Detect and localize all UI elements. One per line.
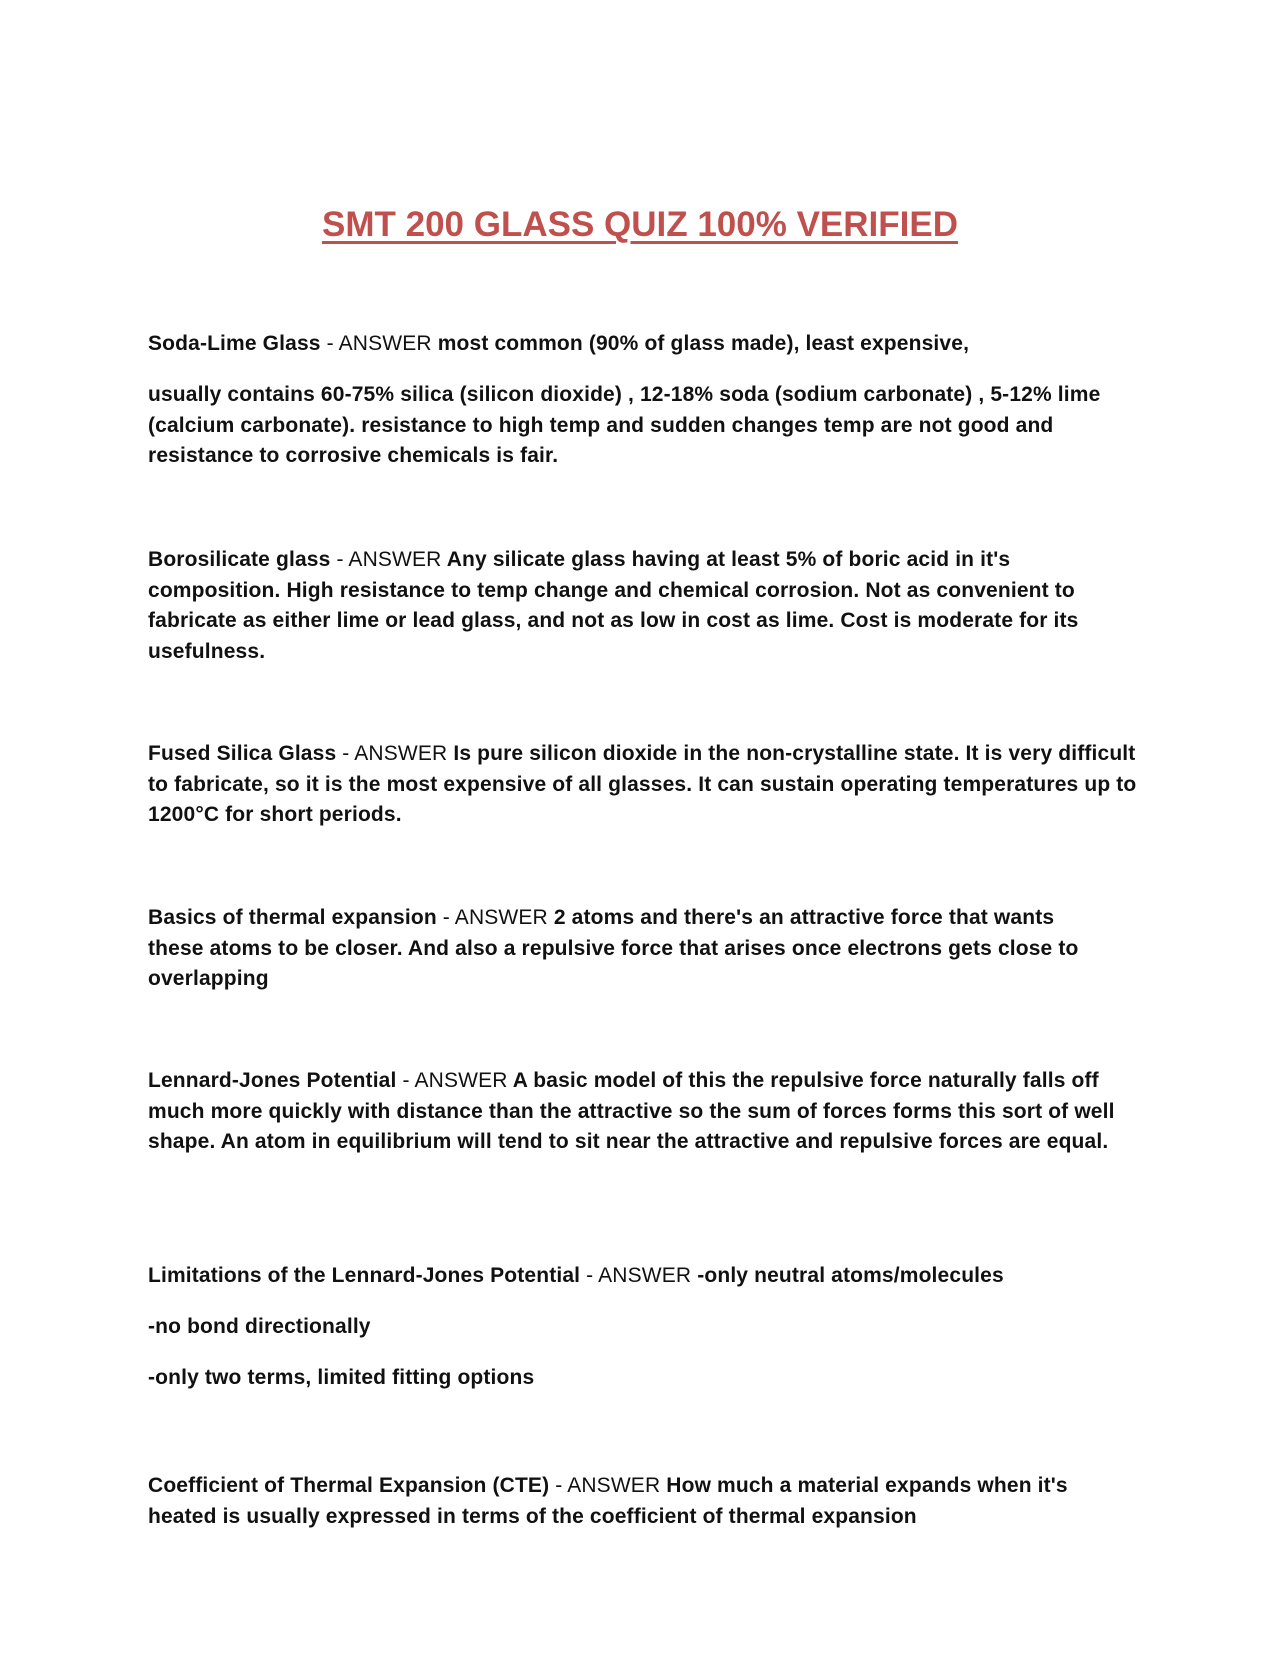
- entry-term: Coefficient of Thermal Expansion (CTE): [148, 1474, 550, 1497]
- entry-soda-lime-glass-continuation: usually contains 60-75% silica (silicon dioxide) , 12-18% soda (sodium carbonate) , 5-12% lime (calcium carbonate). resistance to high temp and sudden changes temp are not good and resistance to corrosive chemicals is fair.: [148, 383, 1101, 467]
- entry-borosilicate-glass: Borosilicate glass - ANSWER Any silicate glass having at least 5% of boric acid in it's composition. High resistance to temp change and chemical corrosion. Not as convenient to fabricate as either lime or lead glass, and not as low in cost as lime. Cost is moderate for its usefulness.: [148, 548, 1079, 663]
- answer-label: ANSWER: [414, 1069, 508, 1092]
- entry-limitations-lennard-jones: Limitations of the Lennard-Jones Potential - ANSWER -only neutral atoms/molecules: [148, 1264, 1004, 1287]
- entry-answer: most common (90% of glass made), least expensive,: [437, 332, 970, 355]
- entry-term: Fused Silica Glass: [148, 742, 337, 765]
- entry-basics-of-thermal-expansion: Basics of thermal expansion - ANSWER 2 atoms and there's an attractive force that wants these atoms to be closer. And also a repulsive force that arises once electrons gets close to overlapping: [148, 906, 1079, 990]
- answer-label: ANSWER: [354, 742, 448, 765]
- entry-lennard-jones-potential: Lennard-Jones Potential - ANSWER A basic model of this the repulsive force naturally falls off much more quickly with distance than the attractive so the sum of forces forms this sort of well shape. An atom in equilibrium will tend to sit near the attractive and repulsive forces are equal.: [148, 1069, 1115, 1153]
- entry-soda-lime-glass: Soda-Lime Glass - ANSWER most common (90% of glass made), least expensive,: [148, 332, 970, 355]
- entry-term: Borosilicate glass: [148, 548, 331, 571]
- answer-label: ANSWER: [598, 1264, 692, 1287]
- entry-answer: A basic model of this the repulsive force naturally falls off much more quickly with distance than the attractive so the sum of forces forms this sort of well shape. An atom in equilibrium will tend to sit near the attractive and repulsive forces are equal.: [148, 1069, 1115, 1153]
- entry-coefficient-of-thermal-expansion: Coefficient of Thermal Expansion (CTE) - ANSWER How much a material expands when it's heated is usually expressed in terms of the coefficient of thermal expansion: [148, 1474, 1068, 1528]
- entry-answer: How much a material expands when it's heated is usually expressed in terms of the coefficient of thermal expansion: [148, 1474, 1068, 1528]
- answer-label: ANSWER: [567, 1474, 661, 1497]
- entry-answer: Any silicate glass having at least 5% of boric acid in it's composition. High resistance to temp change and chemical corrosion. Not as convenient to fabricate as either lime or lead glass, and not as low in cost as lime. Cost is moderate for its usefulness.: [148, 548, 1079, 663]
- entry-answer: -only neutral atoms/molecules: [697, 1264, 1004, 1287]
- limitation-item: -no bond directionally: [148, 1315, 371, 1338]
- answer-label: ANSWER: [338, 332, 432, 355]
- answer-label: ANSWER: [454, 906, 548, 929]
- entry-term: Soda-Lime Glass: [148, 332, 321, 355]
- entry-term: Limitations of the Lennard-Jones Potential: [148, 1264, 581, 1287]
- document-title: SMT 200 GLASS QUIZ 100% VERIFIED: [322, 205, 958, 244]
- limitation-item: -only two terms, limited fitting options: [148, 1366, 535, 1389]
- entry-term: Lennard-Jones Potential: [148, 1069, 397, 1092]
- entry-term: Basics of thermal expansion: [148, 906, 437, 929]
- entry-answer: Is pure silicon dioxide in the non-crystalline state. It is very difficult to fabricate, so it is the most expensive of all glasses. It can sustain operating temperatures up to 1200°C for short periods.: [148, 742, 1137, 826]
- entry-answer: 2 atoms and there's an attractive force that wants these atoms to be closer. And also a repulsive force that arises once electrons gets close to overlapping: [148, 906, 1079, 990]
- entry-fused-silica-glass: Fused Silica Glass - ANSWER Is pure silicon dioxide in the non-crystalline state. It is very difficult to fabricate, so it is the most expensive of all glasses. It can sustain operating temperatures up to 1200°C for short periods.: [148, 742, 1137, 826]
- answer-label: ANSWER: [348, 548, 442, 571]
